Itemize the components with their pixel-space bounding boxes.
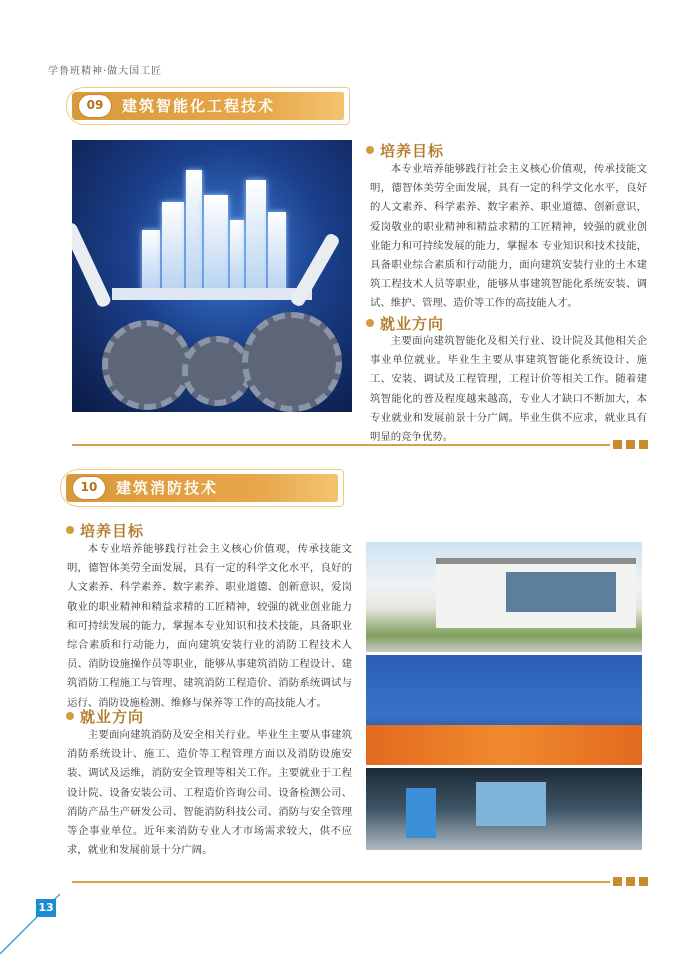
gear-icon [102, 320, 192, 410]
section-number: 09 [78, 94, 112, 118]
bullet-dot [66, 712, 74, 720]
section-09-banner [72, 92, 344, 120]
gear-icon [242, 312, 342, 412]
robot-arm-right [289, 232, 341, 308]
divider-square [626, 440, 635, 449]
photo-display [476, 782, 546, 826]
illustration-building [230, 220, 244, 290]
goal-text: 本专业培养能够践行社会主义核心价值观，传承技能文明，德智体美劳全面发展，具有一定的科学文化水平，良好的人文素养、科学素养、数字素养、职业道德、创新意识，爱岗敬业的职业精神和精益求精的工匠精神，较强的就业创业能力和可持续发展的能力，掌握本 专业知识和技术技能，具备职业综合素质和行动能力，面向建筑安装行业的土木建筑工程技术人员等职业，能够从事建筑智能化系统安装、调试、维护、管理、造价等工作的高技能人才。 [370, 163, 647, 310]
running-head: 学鲁班精神·做大国工匠 [48, 66, 163, 77]
bullet-dot [366, 319, 374, 327]
divider-line [72, 881, 610, 883]
divider-square [613, 877, 622, 886]
section-divider [72, 439, 648, 451]
divider-square [613, 440, 622, 449]
bullet-dot [366, 146, 374, 154]
gear-icon [182, 336, 252, 406]
goal-text: 本专业培养能够践行社会主义核心价值观，传承技能文明，德智体美劳全面发展，具有一定的科学文化水平，良好的人文素养、科学素养、数字素养、职业道德、创新意识，爱岗敬业的职业精神和精益求精的工匠精神，较强的就业创业能力和可持续发展的能力，掌握本专业知识和技术技能，具备职业综合素质和行动能力，面向建筑安装行业的消防工程技术人员、消防设施操作员等职业，能够从事建筑消防工程设计、建筑消防工程施工与管理、建筑消防工程造价、消防系统调试与运行、消防设施检测、维修与保养等工作的高技能人才。 [67, 543, 352, 709]
section-title: 建筑消防技术 [116, 479, 219, 497]
career-heading: 就业方向 [66, 706, 144, 727]
section-number: 10 [72, 476, 106, 500]
goal-heading: 培养目标 [66, 520, 144, 541]
divider-line [72, 444, 610, 446]
section-title: 建筑智能化工程技术 [122, 97, 276, 115]
bullet-dot [66, 526, 74, 534]
page-number: 13 [36, 899, 56, 917]
photo-stage [366, 725, 642, 765]
illustration-building [204, 195, 228, 290]
fire-control-lab-photo [366, 768, 642, 850]
illustration-building [268, 212, 286, 290]
illustration-building [186, 170, 202, 290]
robot-arm-left [72, 221, 112, 308]
divider-square [639, 877, 648, 886]
smart-building-illustration [72, 140, 352, 412]
illustration-building [162, 202, 184, 290]
divider-square [639, 440, 648, 449]
campus-building-photo [366, 542, 642, 652]
career-text: 主要面向建筑智能化及相关行业、设计院及其他相关企事业单位就业。毕业生主要从事建筑智能化系统设计、施工、安装、调试及工程管理，工程计价等相关工作。随着建筑智能化的普及程度越来越高，专业人才缺口不断加大，本专业就业和发展前景十分广阔。毕业生供不应求，就业具有明显的竞争优势。 [370, 335, 647, 444]
goal-heading: 培养目标 [366, 140, 444, 161]
illustration-building [246, 180, 266, 290]
career-heading: 就业方向 [366, 313, 444, 334]
photo-windows [506, 572, 616, 612]
illustration-platform [112, 288, 312, 300]
award-ceremony-photo [366, 655, 642, 765]
illustration-building [142, 230, 160, 290]
career-text: 主要面向建筑消防及安全相关行业。毕业生主要从事建筑消防系统设计、施工、造价等工程管理方面以及消防设施安装、调试及运维，消防安全管理等相关工作。主要就业于工程设计院、设备安装公司、工程造价咨询公司、设备检测公司、消防产品生产研发公司、智能消防科技公司、消防与安全管理等企事业单位。近年来消防专业人才市场需求较大，供不应求，就业和发展前景十分广阔。 [67, 729, 352, 857]
divider-square [626, 877, 635, 886]
section-10-banner [66, 474, 338, 502]
section-divider [72, 876, 648, 888]
photo-display [406, 788, 436, 838]
